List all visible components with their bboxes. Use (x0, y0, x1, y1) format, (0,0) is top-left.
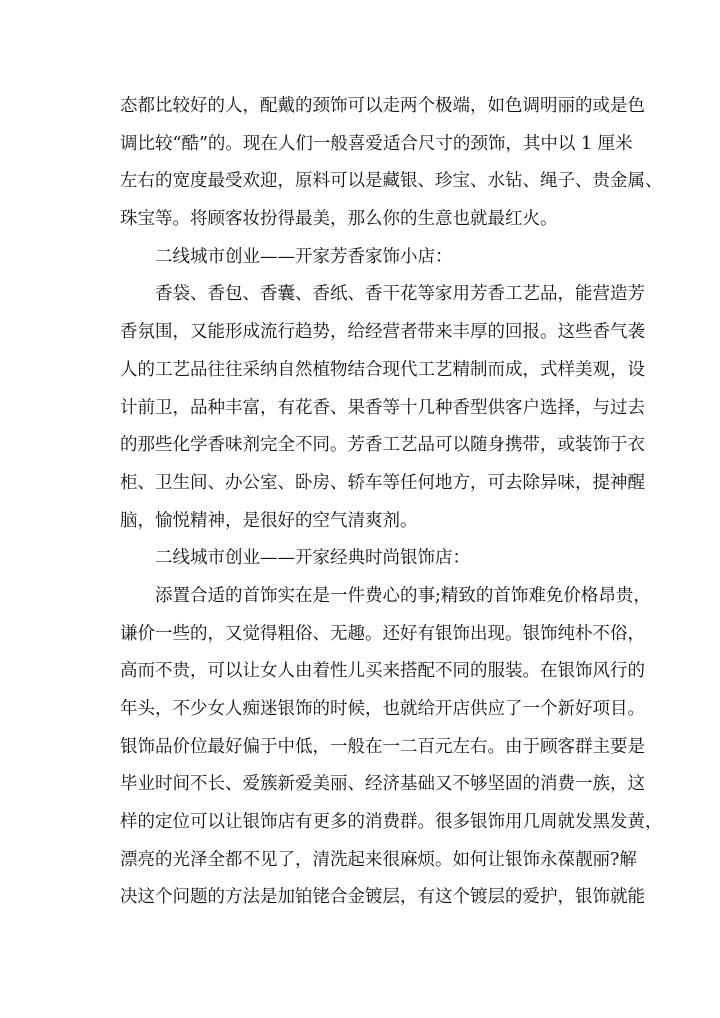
text-line: 样的定位可以让银饰店有更多的消费群。很多银饰用几周就发黑发黄， (120, 812, 663, 833)
document-body (120, 88, 663, 917)
text-line: 脑，愉悦精神，是很好的空气清爽剂。 (120, 510, 418, 531)
text-line: 的那些化学香味剂完全不同。芳香工艺品可以随身携带，或装饰于衣 (120, 435, 645, 456)
section-heading-silver-store: 二线城市创业——开家经典时尚银饰店： (155, 548, 470, 569)
text-line: 毕业时间不长、爱簇新爱美丽、经济基础又不够坚固的消费一族，这 (120, 774, 645, 795)
text-line: 高而不贵，可以让女人由着性儿买来搭配不同的服装。在银饰风行的 (120, 661, 645, 682)
text-line: 计前卫，品种丰富，有花香、果香等十几种香型供客户选择，与过去 (120, 397, 645, 418)
text-line: 年头，不少女人痴迷银饰的时候，也就给开店供应了一个新好项目。 (120, 699, 645, 719)
text-line: 珠宝等。将顾客妆扮得最美，那么你的生意也就最红火。 (120, 209, 558, 230)
paragraph-neckwear (120, 88, 663, 239)
paragraph-fragrance (120, 276, 645, 540)
text-line: 谦价一些的，又觉得粗俗、无趣。还好有银饰出现。银饰纯朴不俗， (120, 623, 645, 644)
text-line: 添置合适的首饰实在是一件费心的事;精致的首饰难免价格昂贵， (155, 585, 651, 606)
text-line: 决这个问题的方法是加铂铑合金镀层，有这个镀层的爱护，银饰就能 (120, 887, 645, 908)
paragraph-silver (120, 578, 663, 917)
text-line: 香氛围，又能形成流行趋势，给经营者带来丰厚的回报。这些香气袭 (120, 322, 645, 343)
text-line: 人的工艺品往往采纳自然植物结合现代工艺精制而成，式样美观，设 (120, 359, 645, 380)
text-line: 态都比较好的人，配戴的颈饰可以走两个极端，如色调明丽的或是色 (120, 96, 645, 116)
text-line: 柜、卫生间、办公室、卧房、轿车等任何地方，可去除异味，提神醒 (120, 472, 645, 493)
text-line: 调比较“酷”的。现在人们一般喜爱适合尺寸的颈饰，其中以 1 厘米 (120, 133, 633, 154)
text-line: 漂亮的光泽全都不见了，清洗起来很麻烦。如何让银饰永葆靓丽?解 (120, 849, 637, 870)
text-line: 银饰品价位最好偏于中低，一般在一二百元左右。由于顾客群主要是 (120, 736, 645, 757)
text-line: 香袋、香包、香囊、香纸、香干花等家用芳香工艺品，能营造芳 (155, 284, 645, 305)
section-heading-fragrance-store: 二线城市创业——开家芳香家饰小店： (155, 246, 453, 267)
text-line: 左右的宽度最受欢迎，原料可以是藏银、珍宝、水钻、绳子、贵金属、 (120, 171, 663, 192)
